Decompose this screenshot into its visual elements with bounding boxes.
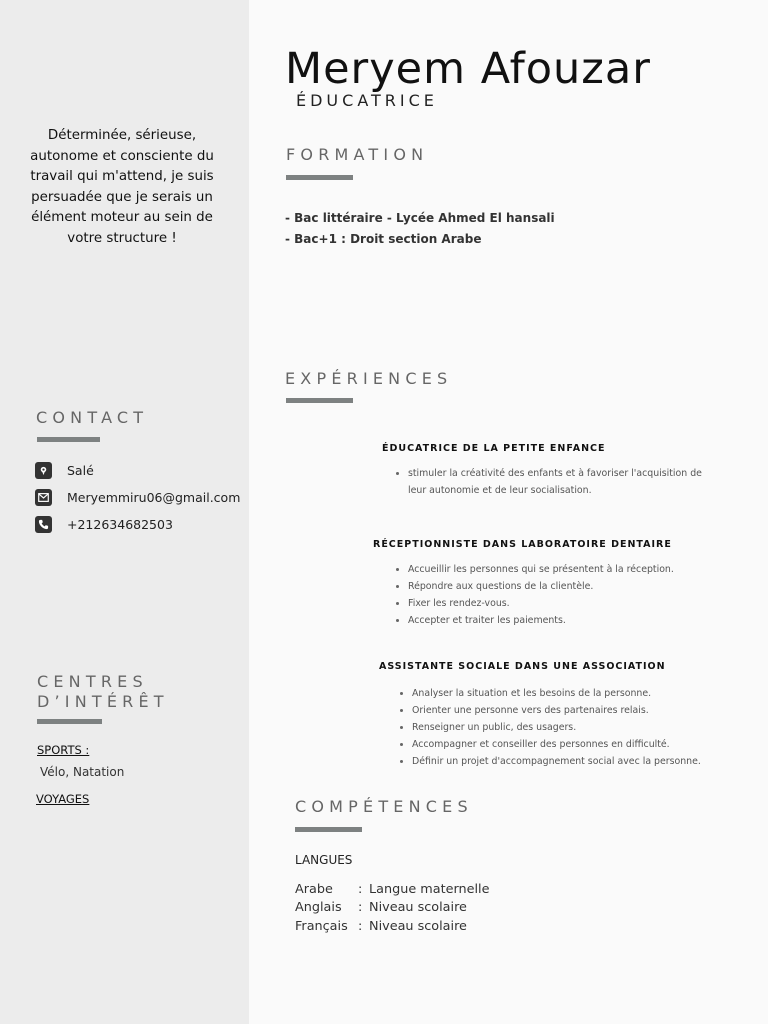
job-duty-item: Accueillir les personnes qui se présentent à la réception. <box>396 561 716 578</box>
language-row <box>295 918 489 936</box>
language-separator: : <box>358 918 363 934</box>
profile-summary: Déterminée, sérieuse, autonome et consciente du travail qui m'attend, je suis persuadée que je serais un élément moteur au sein de votre structure ! <box>30 128 214 246</box>
contact-phone-text[interactable]: +212634682503 <box>67 516 173 532</box>
phone-icon <box>35 516 52 533</box>
formation-item: - Bac+1 : Droit section Arabe <box>285 232 482 246</box>
contact-email <box>35 488 240 506</box>
formation-heading: FORMATION <box>286 145 429 164</box>
language-separator: : <box>358 882 363 897</box>
languages-list <box>295 881 489 936</box>
language-name: Anglais <box>295 900 342 916</box>
job-duty-item: Orienter une personne vers des partenaires relais. <box>400 702 720 719</box>
sports-label: SPORTS : <box>37 743 90 757</box>
job-duty-item: Définir un projet d'accompagnement social avec la personne. <box>400 753 720 770</box>
experiences-heading: EXPÉRIENCES <box>285 369 453 388</box>
sports-value: Vélo, Natation <box>40 765 125 779</box>
language-level: Niveau scolaire <box>369 918 467 934</box>
job-duties-list <box>400 685 720 770</box>
contact-underline <box>37 437 100 442</box>
formation-underline <box>286 175 353 180</box>
job-title: ÉDUCATRICE DE LA PETITE ENFANCE <box>382 443 606 454</box>
job-duty-item: Accompagner et conseiller des personnes en difficulté. <box>400 736 720 753</box>
languages-heading: LANGUES <box>295 853 353 867</box>
language-name: Arabe <box>295 882 333 897</box>
travel-label: VOYAGES <box>36 792 90 806</box>
interests-heading <box>37 672 169 712</box>
job-duty-item: Répondre aux questions de la clientèle. <box>396 578 716 595</box>
job-title: ASSISTANTE SOCIALE DANS UNE ASSOCIATION <box>379 661 666 672</box>
job-duty-item: Renseigner un public, des usagers. <box>400 719 720 736</box>
formation-item: - Bac littéraire - Lycée Ahmed El hansali <box>285 211 555 225</box>
candidate-role: ÉDUCATRICE <box>296 91 438 110</box>
interests-heading-line1: CENTRES <box>37 672 148 691</box>
job-duty-item: Fixer les rendez-vous. <box>396 595 716 612</box>
language-level: Langue maternelle <box>369 882 490 897</box>
language-name: Français <box>295 918 348 934</box>
job-duties-list <box>396 465 716 499</box>
competences-heading: COMPÉTENCES <box>295 797 473 816</box>
email-icon <box>35 489 52 506</box>
contact-location-text: Salé <box>67 462 94 478</box>
language-row <box>295 899 489 917</box>
language-separator: : <box>358 900 363 916</box>
contact-location <box>35 461 94 479</box>
job-duty-item: stimuler la créativité des enfants et à favoriser l'acquisition de leur autonomie et de leur socialisation. <box>396 465 716 499</box>
interests-underline <box>37 719 102 724</box>
language-row <box>295 881 489 899</box>
job-duties-list <box>396 561 716 629</box>
experiences-underline <box>286 398 353 403</box>
contact-heading: CONTACT <box>36 408 149 427</box>
job-duty-item: Accepter et traiter les paiements. <box>396 612 716 629</box>
contact-phone <box>35 515 173 533</box>
contact-email-text[interactable]: Meryemmiru06@gmail.com <box>67 489 241 505</box>
competences-underline <box>295 827 362 832</box>
candidate-name: Meryem Afouzar <box>285 44 651 94</box>
location-icon <box>35 462 52 479</box>
interests-heading-line2: D’INTÉRÊT <box>37 692 169 711</box>
job-duty-item: Analyser la situation et les besoins de la personne. <box>400 685 720 702</box>
job-title: RÉCEPTIONNISTE DANS LABORATOIRE DENTAIRE <box>373 539 672 550</box>
language-level: Niveau scolaire <box>369 900 467 916</box>
